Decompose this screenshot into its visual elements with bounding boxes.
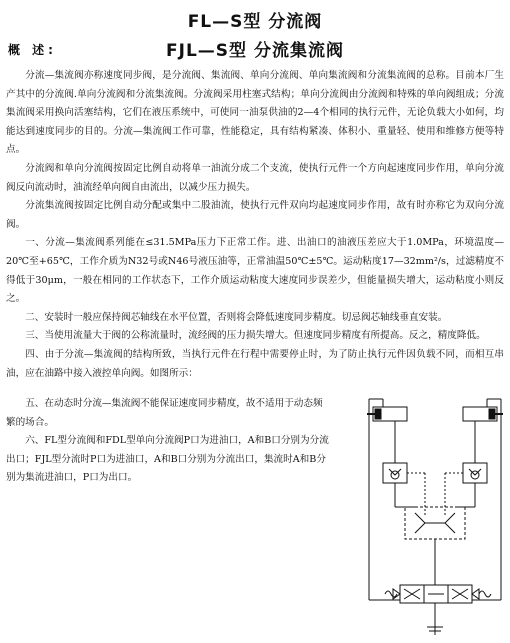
right-pilot-check-valve [445,463,487,483]
overview-label: 概 述: [8,43,57,57]
left-pilot-check-valve [383,463,425,483]
lower-text [6,395,331,488]
title-line-2: FJL—S型 分流集流阀 [166,41,344,61]
paragraph: 分流集流阀按固定比例自动分配或集中二股油流，使执行元件双向均起速度同步作用，故有时亦称它为双向分流阀。 [6,200,504,230]
hydraulic-circuit-diagram [365,395,505,640]
title-line-1: FL—S型 分流阀 [187,12,323,32]
paragraph: 四、由于分流—集流阀的结构所致，当执行元件在行程中需要停止时，为了防止执行元件因负载不同，而相互串油，应在油路中接入液控单向阀。如图所示： [6,348,504,379]
paragraph: 分流—集流阀亦称速度同步阀，是分流阀、集流阀、单向分流阀、单向集流阀和分流集流阀的总称。目前本厂生产其中的分流阀.单向分流阀和分流集流阀。分流阀采用柱塞式结构；单向分流阀由分流阀和特殊的单向阀组成；分流集流阀采用换向活塞结构，它们在液压系统中，可使同一油泵供油的2—4个相同的执行元件，无论负载大小如何，均能达到速度同步的目的。分流—集流阀工作可靠，性能稳定，具有结构紧凑、体积小、重量轻、使用和维修方便等特点。 [6,70,504,156]
paragraph: 二、安装时一般应保持阀芯轴线在水平位置，否则将会降低速度同步精度。切忌阀芯轴线垂直安装。 [25,311,448,323]
paragraph: 五、在动态时分流—集流阀不能保证速度同步精度，故不适用于动态频繁的场合。 [6,398,323,428]
paragraph: 六、FL型分流阀和FDL型单向分流阀P口为进油口，A和B口分别为分流出口；FJL型分流时P口为进油口，A和B口分别为分流出口，集流时A和B分别为集流进油口，P口为出口。 [6,435,329,484]
body-text [6,67,504,383]
paragraph: 三、当使用流量大于阀的公称流量时，流经阀的压力损失增大。但速度同步精度有所提高。反之，精度降低。 [25,330,486,342]
left-cylinder [367,407,407,421]
right-cylinder [463,407,503,421]
paragraph: 一、分流—集流阀系列能在≤31.5MPa压力下正常工作。进、出油口的油液压差应大于1.0MPa，环境温度—20℃至+65℃，工作介质为N32号或N46号液压油等，正常油温50℃±5℃。运动粘度17—32mm²/s，过滤精度不得低于30μm，一般在相同的工作状态下，工作介质运动粘度大速度同步误差少，但能量损失增大，运动粘度小则反之。 [6,237,504,305]
paragraph: 分流阀和单向分流阀按固定比例自动将单一油流分成二个支流，使执行元件一个方向起速度同步作用，单向分流阀反向流动时，油流经单向阀自由流出，以减少压力损失。 [6,162,504,193]
flow-divider-valve [395,507,475,539]
